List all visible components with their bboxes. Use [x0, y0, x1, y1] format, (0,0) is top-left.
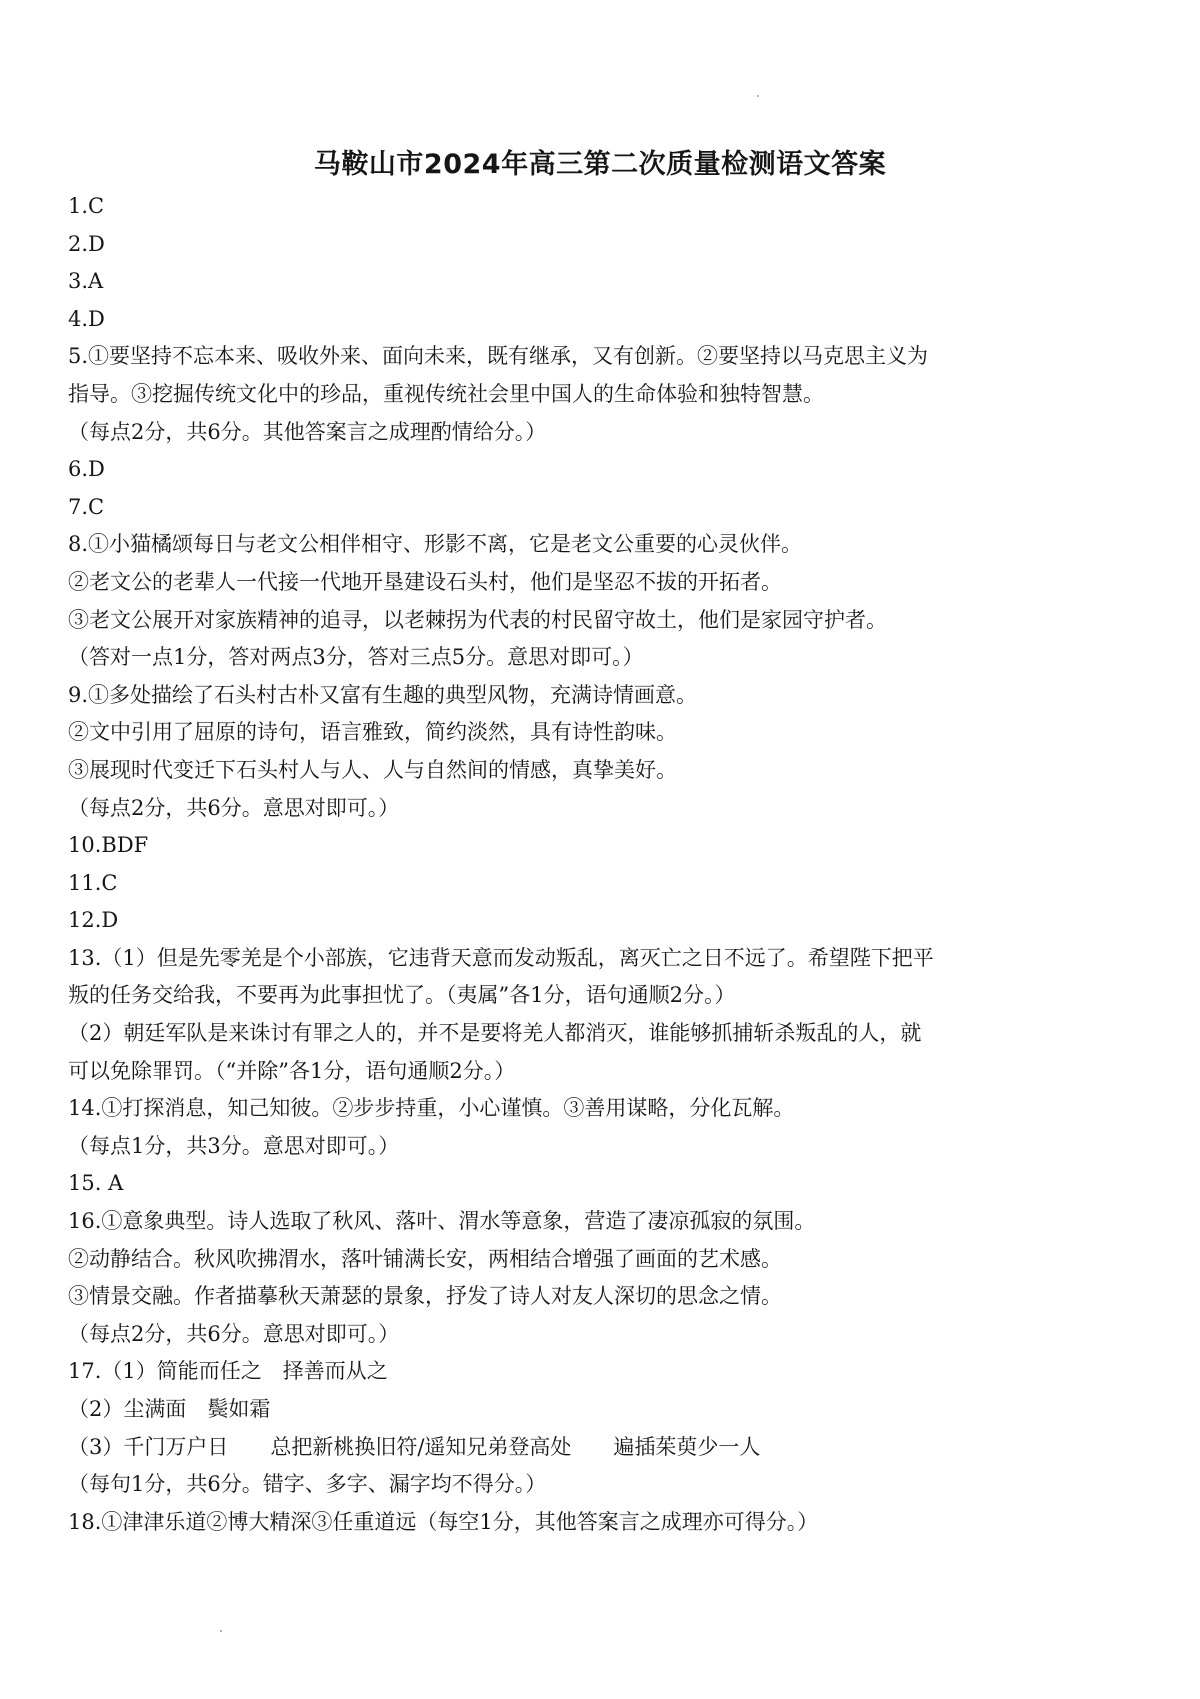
- answer-line: ②动静结合。秋风吹拂渭水，落叶铺满长安，两相结合增强了画面的艺术感。: [68, 1246, 782, 1271]
- answer-line: ②文中引用了屈原的诗句，语言雅致，简约淡然，具有诗性韵味。: [68, 720, 677, 745]
- answer-line: 18.①津津乐道②博大精深③任重道远（每空1分，其他答案言之成理亦可得分。）: [68, 1509, 819, 1534]
- answer-line: （每句1分，共6分。错字、多字、漏字均不得分。）: [68, 1472, 547, 1497]
- answer-line: 15. A: [68, 1171, 124, 1196]
- answer-line: 13.（1）但是先零羌是个小部族，它违背天意而发动叛乱，离灭亡之日不远了。希望陛下把平: [68, 945, 934, 970]
- answer-line: 3.A: [68, 269, 104, 294]
- answer-line: （3）千门万户日 总把新桃换旧符/遥知兄弟登高处 遍插茱萸少一人: [68, 1434, 761, 1459]
- answer-line: （答对一点1分，答对两点3分，答对三点5分。意思对即可。）: [68, 645, 644, 670]
- answer-line: 10.BDF: [68, 833, 149, 858]
- answer-line: ③展现时代变迁下石头村人与人、人与自然间的情感，真挚美好。: [68, 757, 677, 782]
- answer-line: 6.D: [68, 457, 105, 482]
- answer-line: 可以免除罪罚。（“并除”各1分，语句通顺2分。）: [68, 1058, 516, 1083]
- answer-line: ②老文公的老辈人一代接一代地开垦建设石头村，他们是坚忍不拔的开拓者。: [68, 569, 782, 594]
- answer-line: （2）尘满面 鬓如霜: [68, 1397, 271, 1421]
- answer-line: 12.D: [68, 908, 119, 933]
- answer-line: （每点2分，共6分。意思对即可。）: [68, 795, 400, 820]
- answer-line: 1.C: [68, 194, 105, 218]
- answer-line: 8.①小猫橘颂每日与老文公相伴相守、形影不离，它是老文公重要的心灵伙伴。: [68, 532, 803, 557]
- scan-speck: [220, 1630, 222, 1632]
- answer-line: 2.D: [68, 231, 105, 256]
- answer-line: 11.C: [68, 870, 118, 895]
- answer-line: 指导。③挖掘传统文化中的珍品，重视传统社会里中国人的生命体验和独特智慧。: [68, 381, 824, 406]
- answer-line: ③老文公展开对家族精神的追寻，以老棘拐为代表的村民留守故土，他们是家园守护者。: [68, 607, 887, 632]
- answer-line: 14.①打探消息，知己知彼。②步步持重，小心谨慎。③善用谋略，分化瓦解。: [68, 1096, 795, 1121]
- document-title: 马鞍山市2024年高三第二次质量检测语文答案: [313, 149, 887, 180]
- answer-line: 4.D: [68, 306, 105, 331]
- answer-line: 9.①多处描绘了石头村古朴又富有生趣的典型风物，充满诗情画意。: [68, 682, 698, 707]
- answer-line: 17.（1）简能而任之 择善而从之: [68, 1359, 388, 1384]
- answer-line: 16.①意象典型。诗人选取了秋风、落叶、渭水等意象，营造了凄凉孤寂的氛围。: [68, 1209, 816, 1234]
- answer-line: ③情景交融。作者描摹秋天萧瑟的景象，抒发了诗人对友人深切的思念之情。: [68, 1284, 782, 1309]
- answer-line: 叛的任务交给我，不要再为此事担忧了。（夷属”各1分，语句通顺2分。）: [68, 983, 736, 1008]
- answer-line: 5.①要坚持不忘本来、吸收外来、面向未来，既有继承，又有创新。②要坚持以马克思主义为: [68, 344, 929, 369]
- answer-line: （每点1分，共3分。意思对即可。）: [68, 1133, 400, 1158]
- answer-line: （2）朝廷军队是来诛讨有罪之人的，并不是要将羌人都消灭，谁能够抓捕斩杀叛乱的人，就: [68, 1021, 922, 1046]
- answer-line: （每点2分，共6分。意思对即可。）: [68, 1321, 400, 1346]
- scan-speck: [757, 95, 759, 97]
- answer-line: （每点2分，共6分。其他答案言之成理酌情给分。）: [68, 419, 547, 444]
- answer-lines: [68, 188, 1128, 1541]
- answer-line: 7.C: [68, 494, 105, 519]
